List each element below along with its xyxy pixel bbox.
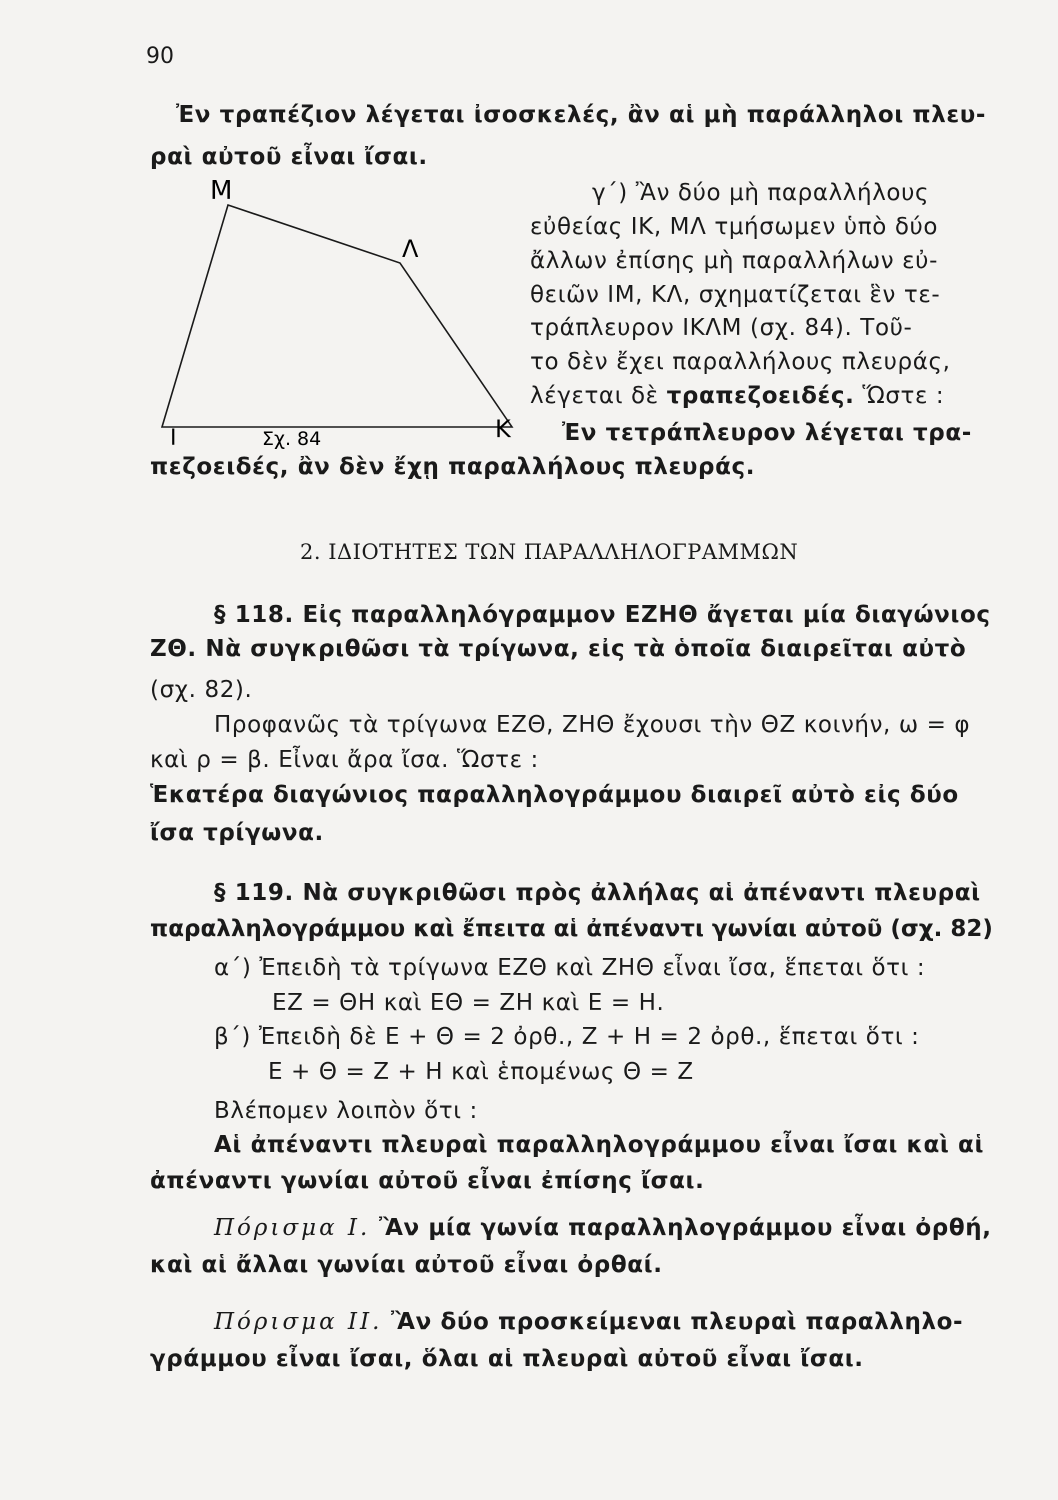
vertex-label-l: Λ xyxy=(402,235,419,263)
vertex-label-i: Ι xyxy=(170,426,177,451)
porisma-1-line-1 xyxy=(214,1213,992,1243)
s119-line-6: Ε + Θ = Ζ + Η καὶ ἑπομένως Θ = Ζ xyxy=(268,1059,694,1085)
s119-line-8: Αἱ ἀπέναντι πλευραὶ παραλληλογράμμου εἶναι ἴσαι καὶ αἱ xyxy=(214,1132,985,1158)
s118-line-5: καὶ ρ = β. Εἶναι ἄρα ἴσα. Ὥστε : xyxy=(150,747,539,773)
gamma-line-7-tail: Ὥστε : xyxy=(854,383,945,409)
porisma-1-label: Πόρισμα Ι. xyxy=(214,1215,371,1241)
porisma-2-text: Ἂν δύο προσκείμεναι πλευραὶ παραλληλο- xyxy=(382,1309,964,1335)
section-heading: 2. ΙΔΙΟΤΗΤΕΣ ΤΩΝ ΠΑΡΑΛΛΗΛΟΓΡΑΜΜΩΝ xyxy=(300,540,799,564)
porisma-1-text: Ἂν μία γωνία παραλληλογράμμου εἶναι ὀρθή, xyxy=(370,1215,992,1241)
s118-line-1: § 118. Εἰς παραλληλόγραμμον ΕΖΗΘ ἄγεται μία διαγώνιος xyxy=(214,602,991,628)
gamma-line-5: τράπλευρον ΙΚΛΜ (σχ. 84). Τοῦ- xyxy=(530,315,913,341)
s118-line-7: ἴσα τρίγωνα. xyxy=(150,820,324,846)
s118-line-2: ΖΘ. Νὰ συγκριθῶσι τὰ τρίγωνα, εἰς τὰ ὁποῖα διαιρεῖται αὐτὸ xyxy=(150,636,967,662)
porisma-2-line-2: γράμμου εἶναι ἴσαι, ὅλαι αἱ πλευραὶ αὐτοῦ εἶναι ἴσαι. xyxy=(150,1346,864,1372)
gamma-line-8: Ἐν τετράπλευρον λέγεται τρα- xyxy=(562,420,972,446)
s119-line-1: § 119. Νὰ συγκριθῶσι πρὸς ἀλλήλας αἱ ἀπέναντι πλευραὶ xyxy=(214,880,981,906)
intro-line-2: ραὶ αὐτοῦ εἶναι ἴσαι. xyxy=(150,144,428,170)
gamma-line-9: πεζοειδές, ἂν δὲν ἔχῃ παραλλήλους πλευράς. xyxy=(150,454,756,480)
gamma-line-4: θειῶν ΙΜ, ΚΛ, σχηματίζεται ἓν τε- xyxy=(530,282,941,308)
page-number: 90 xyxy=(146,44,174,69)
gamma-line-2: εὐθείας ΙΚ, ΜΛ τμήσωμεν ὑπὸ δύο xyxy=(530,214,939,240)
s119-line-5: β΄) Ἐπειδὴ δὲ Ε + Θ = 2 ὀρθ., Ζ + Η = 2 ὀρθ., ἕπεται ὅτι : xyxy=(214,1024,920,1050)
s119-line-2: παραλληλογράμμου καὶ ἔπειτα αἱ ἀπέναντι γωνίαι αὐτοῦ (σχ. 82) xyxy=(150,916,993,942)
s118-line-6: Ἑκατέρα διαγώνιος παραλληλογράμμου διαιρεῖ αὐτὸ εἰς δύο xyxy=(150,782,959,808)
vertex-label-m: Μ xyxy=(210,176,233,206)
gamma-line-1: γ΄) Ἂν δύο μὴ παραλλήλους xyxy=(592,180,930,206)
s118-line-4: Προφανῶς τὰ τρίγωνα ΕΖΘ, ΖΗΘ ἔχουσι τὴν ΘΖ κοινήν, ω = φ xyxy=(214,712,971,738)
vertex-label-k: Κ xyxy=(495,415,511,443)
gamma-line-6: το δὲν ἔχει παραλλήλους πλευράς, xyxy=(530,349,951,375)
porisma-2-label: Πόρισμα ΙΙ. xyxy=(214,1309,383,1335)
gamma-line-7 xyxy=(530,381,944,411)
quadrilateral-iklm xyxy=(162,205,512,427)
s118-line-3: (σχ. 82). xyxy=(150,677,253,703)
s119-line-3: α΄) Ἐπειδὴ τὰ τρίγωνα ΕΖΘ καὶ ΖΗΘ εἶναι ἴσα, ἕπεται ὅτι : xyxy=(214,955,926,981)
porisma-1-line-2: καὶ αἱ ἄλλαι γωνίαι αὐτοῦ εἶναι ὀρθαί. xyxy=(150,1252,663,1278)
s119-line-4: ΕΖ = ΘΗ καὶ ΕΘ = ΖΗ καὶ Ε = Η. xyxy=(272,990,665,1016)
s119-line-9: ἀπέναντι γωνίαι αὐτοῦ εἶναι ἐπίσης ἴσαι. xyxy=(150,1168,705,1194)
porisma-2-line-1 xyxy=(214,1307,963,1337)
figure-caption: Σχ. 84 xyxy=(262,428,322,450)
gamma-trapezoid-term: τραπεζοειδές. xyxy=(666,383,855,409)
s119-line-7: Βλέπομεν λοιπὸν ὅτι : xyxy=(214,1098,478,1124)
gamma-line-3: ἄλλων ἐπίσης μὴ παραλλήλων εὐ- xyxy=(530,248,938,274)
gamma-line-7-normal: λέγεται δὲ xyxy=(530,383,667,409)
figure-84 xyxy=(150,175,530,465)
intro-line-1: Ἐν τραπέζιον λέγεται ἰσοσκελές, ἂν αἱ μὴ παράλληλοι πλευ- xyxy=(176,102,987,128)
